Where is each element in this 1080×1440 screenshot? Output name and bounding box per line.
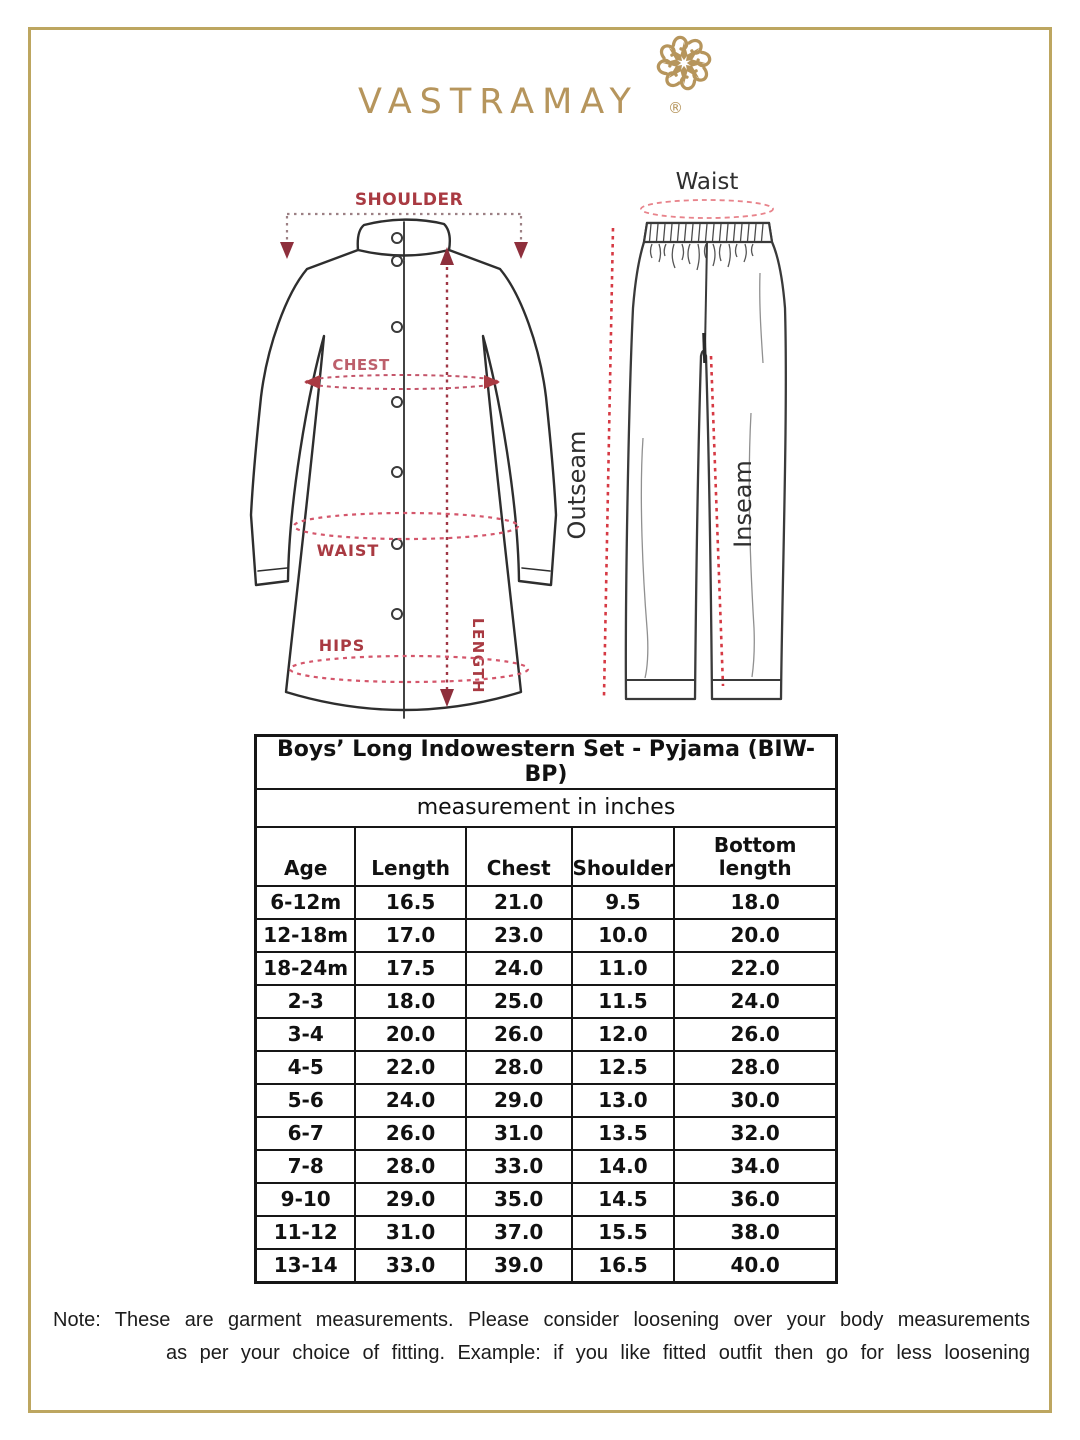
size-chart-title: Boys’ Long Indowestern Set - Pyjama (BIW-BP) bbox=[256, 736, 837, 789]
shoulder-arrow-left bbox=[280, 242, 294, 259]
note-line-2: as per your choice of fitting. Example: if you like fitted outfit then go for less loosening bbox=[166, 1342, 1030, 1364]
pyjama-measurement-diagram bbox=[555, 158, 805, 718]
measurement-cell: 31.0 bbox=[466, 1117, 572, 1150]
measurement-cell: 30.0 bbox=[674, 1084, 836, 1117]
kurta-measurement-diagram bbox=[230, 172, 560, 727]
measurement-cell: 33.0 bbox=[355, 1249, 465, 1283]
table-row bbox=[256, 1018, 837, 1051]
kurta-shoulder-label: SHOULDER bbox=[354, 190, 464, 210]
kurta-hips-label: HIPS bbox=[318, 636, 366, 655]
measurement-cell: 12.0 bbox=[572, 1018, 675, 1051]
kurta-chest-label: CHEST bbox=[332, 356, 390, 374]
measurement-cell: 32.0 bbox=[674, 1117, 836, 1150]
measurement-cell: 23.0 bbox=[466, 919, 572, 952]
table-row bbox=[256, 1150, 837, 1183]
table-row bbox=[256, 1183, 837, 1216]
measurement-cell: 28.0 bbox=[355, 1150, 465, 1183]
measurement-cell: 18.0 bbox=[355, 985, 465, 1018]
measurement-cell: 24.0 bbox=[355, 1084, 465, 1117]
measurement-cell: 10.0 bbox=[572, 919, 675, 952]
outseam-dashed-line bbox=[604, 228, 613, 696]
measurement-cell: 13.0 bbox=[572, 1084, 675, 1117]
column-header-chest: Chest bbox=[466, 827, 572, 886]
age-cell: 13-14 bbox=[256, 1249, 356, 1283]
measurement-cell: 20.0 bbox=[674, 919, 836, 952]
measurement-cell: 14.0 bbox=[572, 1150, 675, 1183]
brand-ornament-icon bbox=[652, 33, 716, 93]
table-row bbox=[256, 952, 837, 985]
age-cell: 7-8 bbox=[256, 1150, 356, 1183]
measurement-cell: 24.0 bbox=[674, 985, 836, 1018]
kurta-length-label: LENGTH bbox=[469, 617, 487, 695]
measurement-cell: 36.0 bbox=[674, 1183, 836, 1216]
size-chart-header-row bbox=[256, 827, 837, 886]
measurement-cell: 12.5 bbox=[572, 1051, 675, 1084]
column-header-shoulder: Shoulder bbox=[572, 827, 675, 886]
measurement-note bbox=[53, 1304, 1030, 1370]
measurement-cell: 26.0 bbox=[466, 1018, 572, 1051]
measurement-cell: 14.5 bbox=[572, 1183, 675, 1216]
kurta-waist-label: WAIST bbox=[316, 541, 380, 560]
measurement-cell: 40.0 bbox=[674, 1249, 836, 1283]
measurement-cell: 31.0 bbox=[355, 1216, 465, 1249]
measurement-cell: 17.0 bbox=[355, 919, 465, 952]
table-row bbox=[256, 919, 837, 952]
age-cell: 18-24m bbox=[256, 952, 356, 985]
measurement-cell: 21.0 bbox=[466, 886, 572, 919]
shoulder-arrow-right bbox=[514, 242, 528, 259]
pyjama-outseam-label: Outseam bbox=[563, 430, 591, 540]
table-row bbox=[256, 985, 837, 1018]
measurement-cell: 26.0 bbox=[355, 1117, 465, 1150]
measurement-cell: 16.5 bbox=[355, 886, 465, 919]
measurement-cell: 28.0 bbox=[674, 1051, 836, 1084]
measurement-cell: 24.0 bbox=[466, 952, 572, 985]
brand-logo-text: VASTRAMAY bbox=[358, 82, 639, 122]
measurement-cell: 35.0 bbox=[466, 1183, 572, 1216]
measurement-cell: 38.0 bbox=[674, 1216, 836, 1249]
measurement-cell: 39.0 bbox=[466, 1249, 572, 1283]
measurement-cell: 16.5 bbox=[572, 1249, 675, 1283]
table-row bbox=[256, 1117, 837, 1150]
age-cell: 6-7 bbox=[256, 1117, 356, 1150]
note-line-1: Note: These are garment measurements. Please consider loosening over your body measurements bbox=[53, 1309, 1030, 1331]
pyjama-inseam-label: Inseam bbox=[729, 460, 757, 548]
measurement-cell: 34.0 bbox=[674, 1150, 836, 1183]
table-row bbox=[256, 1216, 837, 1249]
measurement-cell: 29.0 bbox=[355, 1183, 465, 1216]
measurement-cell: 29.0 bbox=[466, 1084, 572, 1117]
age-cell: 5-6 bbox=[256, 1084, 356, 1117]
measurement-cell: 20.0 bbox=[355, 1018, 465, 1051]
age-cell: 6-12m bbox=[256, 886, 356, 919]
age-cell: 4-5 bbox=[256, 1051, 356, 1084]
column-header-bottom-length: Bottom length bbox=[674, 827, 836, 886]
table-row bbox=[256, 1084, 837, 1117]
size-chart-body bbox=[256, 886, 837, 1283]
measurement-cell: 25.0 bbox=[466, 985, 572, 1018]
measurement-cell: 33.0 bbox=[466, 1150, 572, 1183]
measurement-cell: 11.0 bbox=[572, 952, 675, 985]
registered-trademark: ® bbox=[668, 99, 683, 117]
age-cell: 11-12 bbox=[256, 1216, 356, 1249]
pyjama-waist-label: Waist bbox=[675, 169, 739, 195]
measurement-cell: 15.5 bbox=[572, 1216, 675, 1249]
table-row bbox=[256, 1051, 837, 1084]
measurement-cell: 18.0 bbox=[674, 886, 836, 919]
table-row bbox=[256, 1249, 837, 1283]
age-cell: 12-18m bbox=[256, 919, 356, 952]
age-cell: 3-4 bbox=[256, 1018, 356, 1051]
measurement-cell: 17.5 bbox=[355, 952, 465, 985]
table-row bbox=[256, 886, 837, 919]
pyjama-waist-ellipse bbox=[641, 200, 773, 218]
measurement-cell: 37.0 bbox=[466, 1216, 572, 1249]
size-chart-subtitle: measurement in inches bbox=[256, 789, 837, 827]
measurement-cell: 22.0 bbox=[355, 1051, 465, 1084]
size-chart-table bbox=[254, 734, 838, 1284]
measurement-cell: 28.0 bbox=[466, 1051, 572, 1084]
measurement-cell: 26.0 bbox=[674, 1018, 836, 1051]
measurement-cell: 9.5 bbox=[572, 886, 675, 919]
column-header-age: Age bbox=[256, 827, 356, 886]
age-cell: 9-10 bbox=[256, 1183, 356, 1216]
measurement-cell: 13.5 bbox=[572, 1117, 675, 1150]
column-header-length: Length bbox=[355, 827, 465, 886]
age-cell: 2-3 bbox=[256, 985, 356, 1018]
measurement-cell: 11.5 bbox=[572, 985, 675, 1018]
measurement-cell: 22.0 bbox=[674, 952, 836, 985]
